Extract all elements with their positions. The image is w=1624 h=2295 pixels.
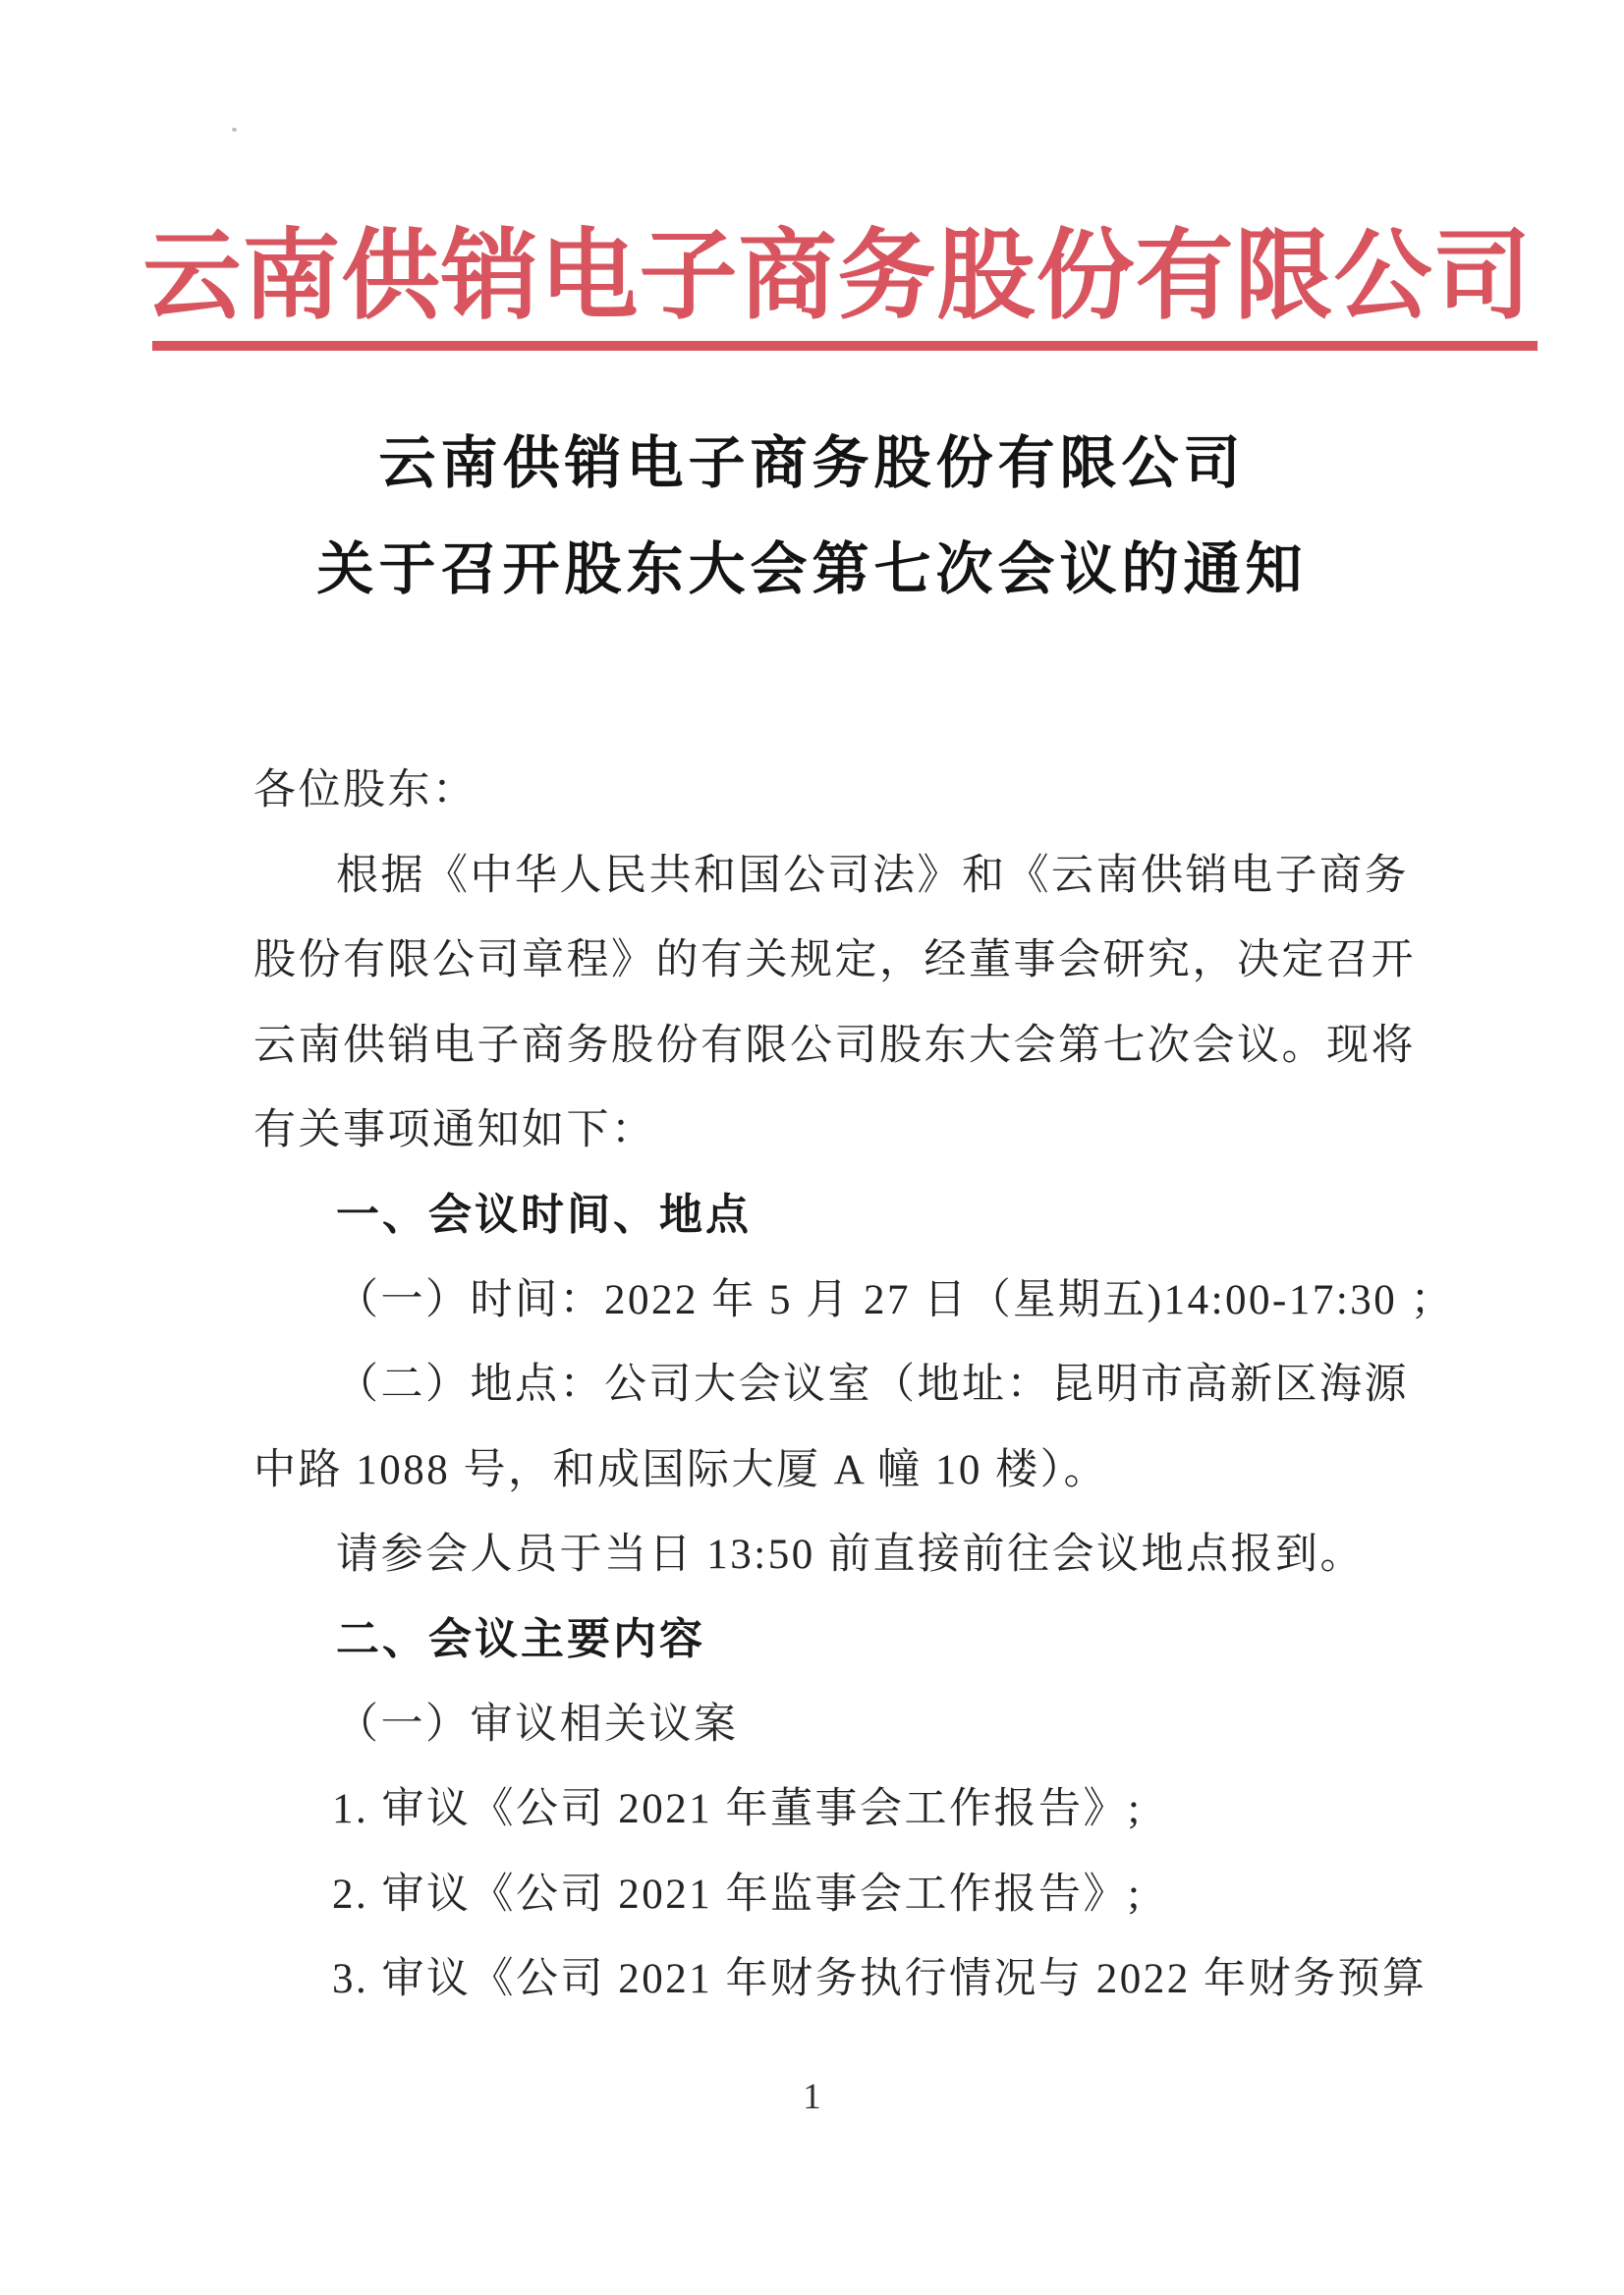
letterhead-company-name: 云南供销电子商务股份有限公司 bbox=[142, 222, 1533, 331]
body-line: 有关事项通知如下： bbox=[253, 1107, 656, 1153]
letterhead-rule bbox=[152, 341, 1538, 351]
body-line: 股份有限公司章程》的有关规定，经董事会研究，决定召开 bbox=[253, 937, 1416, 983]
notice-title-company: 云南供销电子商务股份有限公司 bbox=[378, 431, 1246, 495]
agenda-item-3: 3. 审议《公司 2021 年财务执行情况与 2022 年财务预算 bbox=[332, 1956, 1428, 2002]
body-line: 根据《中华人民共和国公司法》和《云南供销电子商务 bbox=[336, 853, 1409, 899]
body-line: 云南供销电子商务股份有限公司股东大会第七次会议。现将 bbox=[253, 1023, 1416, 1069]
page-number: 1 bbox=[803, 2077, 821, 2117]
body-line-salutation: 各位股东： bbox=[253, 767, 477, 813]
section-heading-2: 二、会议主要内容 bbox=[336, 1615, 705, 1663]
body-line-meeting-time: （一）时间：2022 年 5 月 27 日（星期五)14:00-17:30 ； bbox=[336, 1277, 1456, 1323]
section-heading-1: 一、会议时间、地点 bbox=[336, 1191, 752, 1239]
body-line-meeting-place: （二）地点：公司大会议室（地址：昆明市高新区海源 bbox=[336, 1362, 1409, 1408]
agenda-item-2: 2. 审议《公司 2021 年监事会工作报告》; bbox=[332, 1872, 1143, 1918]
notice-title-subject: 关于召开股东大会第七次会议的通知 bbox=[316, 537, 1308, 601]
subsection-heading: （一）审议相关议案 bbox=[336, 1702, 739, 1748]
body-line: 中路 1088 号，和成国际大厦 A 幢 10 楼）。 bbox=[253, 1447, 1109, 1493]
scan-speck bbox=[232, 128, 237, 132]
agenda-item-1: 1. 审议《公司 2021 年董事会工作报告》; bbox=[332, 1786, 1143, 1832]
body-line-checkin-note: 请参会人员于当日 13:50 前直接前往会议地点报到。 bbox=[336, 1532, 1365, 1578]
